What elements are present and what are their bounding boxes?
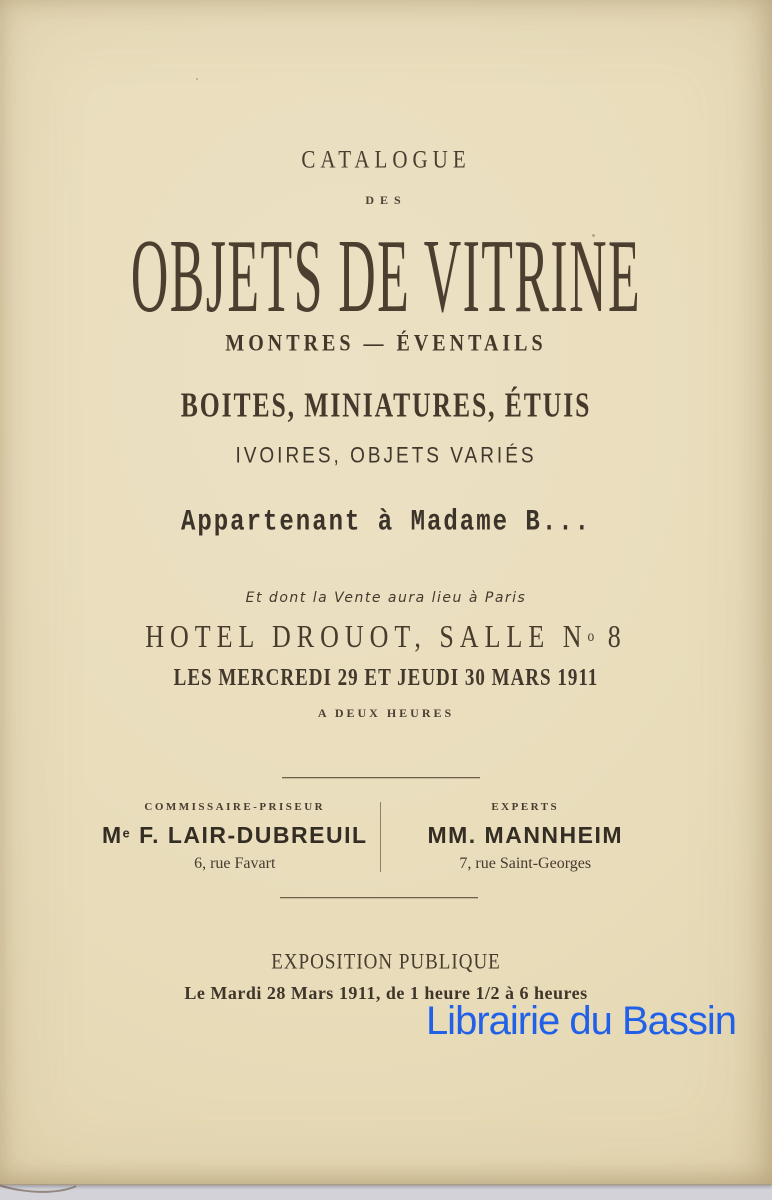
divider-rule-bottom: [280, 897, 478, 898]
experts-address: 7, rue Saint-Georges: [459, 855, 592, 872]
main-title: OBJETS DE VITRINE: [130, 218, 642, 335]
name-superscript: e: [122, 826, 132, 841]
officials-section: [90, 801, 670, 873]
commissaire-priseur-name: [90, 822, 380, 849]
sale-time-line: A DEUX HEURES: [317, 706, 455, 720]
commissaire-priseur-role: COMMISSAIRE-PRISEUR: [144, 801, 326, 813]
name-initial: M: [101, 822, 123, 848]
owner-line: Appartenant à Madame B...: [180, 505, 592, 540]
venue-room-number: 8: [595, 619, 627, 655]
divider-rule-top: [282, 777, 480, 778]
sale-intro-line: Et dont la Vente aura lieu à Paris: [245, 590, 527, 606]
subtitle-ivoires-objets-varies: IVOIRES, OBJETS VARIÉS: [235, 443, 537, 468]
experts-name: MM. MANNHEIM: [427, 822, 624, 848]
name-rest: F. LAIR-DUBREUIL: [131, 822, 368, 848]
sale-dates-line: LES MERCREDI 29 ET JEUDI 30 MARS 1911: [173, 664, 599, 691]
venue-text: HOTEL DROUOT, SALLE N: [145, 619, 588, 655]
sale-venue-line: [0, 619, 772, 655]
paper-speck: [196, 78, 198, 80]
paper-speck: [592, 234, 595, 237]
series-label: CATALOGUE: [301, 144, 471, 174]
commissaire-priseur-address: 6, rue Favart: [194, 855, 276, 872]
subtitle-montres-eventails: MONTRES — ÉVENTAILS: [225, 330, 547, 357]
commissaire-priseur-block: [90, 801, 380, 873]
experts-role: EXPERTS: [491, 801, 560, 813]
bookseller-watermark: Librairie du Bassin: [425, 999, 736, 1043]
exposition-title: EXPOSITION PUBLIQUE: [271, 949, 501, 975]
series-connector: DES: [365, 193, 407, 207]
subtitle-boites-miniatures-etuis: BOITES, MINIATURES, ÉTUIS: [180, 385, 592, 425]
exposition-details: Le Mardi 28 Mars 1911, de 1 heure 1/2 à 6 heures: [184, 983, 588, 1003]
experts-block: [381, 801, 671, 873]
venue-ordinal-superscript: o: [587, 626, 596, 645]
